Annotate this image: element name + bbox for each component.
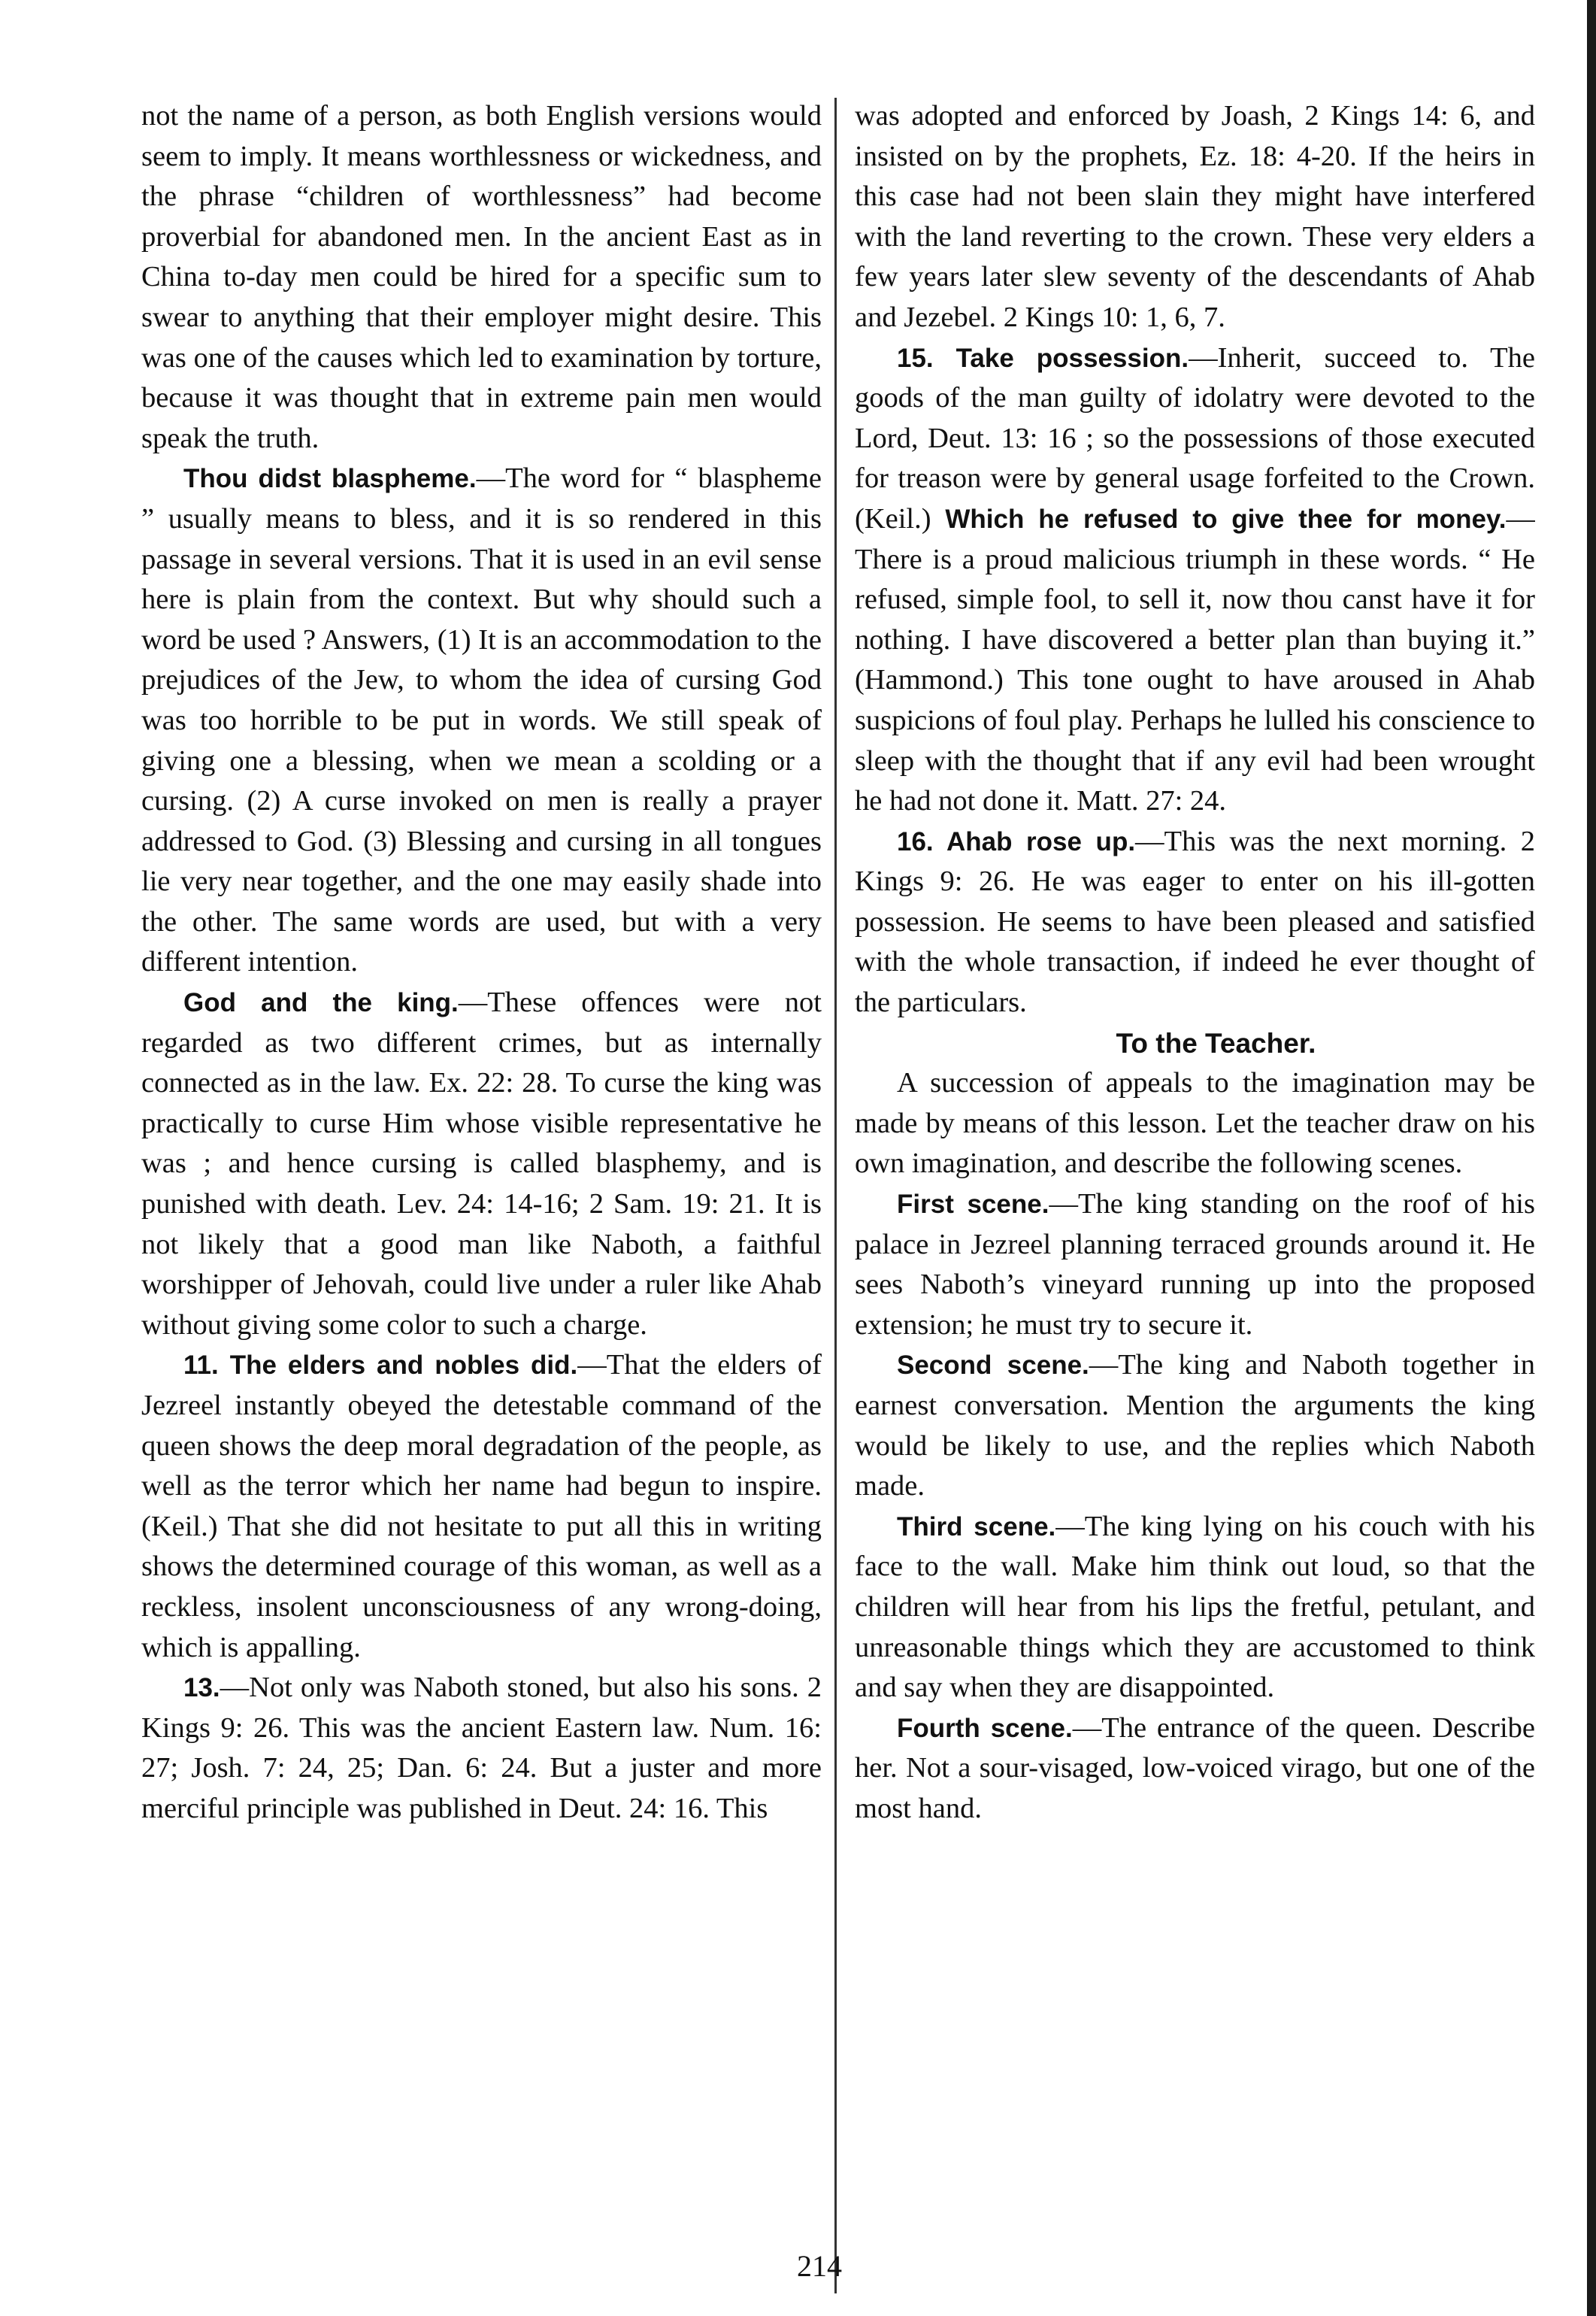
paragraph-first-scene [855,1184,1535,1345]
paragraph-text: —These offences were not regarded as two different crimes, but as internally connected as in the law. Ex. 22: 28. To curse the king was practically to curse Him whose visible representative he was ; and hence cursing is called blasphemy, and is punished with death. Lev. 24: 14-16; 2 Sam. 19: 21. It is not likely that a good man like Naboth, a faithful worshipper of Jehovah, could live under a ruler like Ahab without giving some color to such a charge. [141,987,822,1341]
paragraph-text: —The entrance of the queen. Describe her. Not a sour-visaged, low-voiced virago, but one of the most hand. [855,1711,1535,1824]
paragraph-heading: God and the king. [183,988,459,1018]
section-heading-to-the-teacher: To the Teacher. [1116,1027,1316,1059]
paragraph-text: —The king lying on his couch with his face to the wall. Make him think out loud, so that the children will hear from his lips the fretful, petulant, and unreasonable things which they are accustomed to think and say when they are disappointed. [855,1510,1535,1704]
paragraph-text: —Inherit, succeed to. The goods of the man guilty of idolatry were devoted to the Lord, Deut. 13: 16 ; so the possessions of those executed for treason were by general usage forfeited to the Crown. (Keil.) [855,341,1535,535]
paragraph-fourth-scene [855,1708,1535,1829]
paragraph-take-possession [855,338,1535,822]
paragraph-text: —The king and Naboth together in earnest conversation. Mention the arguments the king would be likely to use, and the replies which Naboth made. [855,1349,1535,1502]
page-edge-shadow [1587,0,1596,2316]
paragraph-text: —This was the next morning. 2 Kings 9: 26. He was eager to enter on his ill-gotten possession. He seems to have been pleased and satisfied with the whole transaction, if indeed he ever thought of the particulars. [855,825,1535,1019]
paragraph-continuation [855,96,1535,338]
paragraph-text: —Not only was Naboth stoned, but also his sons. 2 Kings 9: 26. This was the ancient Eastern law. Num. 16: 27; Josh. 7: 24, 25; Dan. 6: 24. But a juster and more merciful principle was published in Deut. 24: 16. This [141,1672,822,1824]
paragraph-continuation [141,96,822,459]
paragraph-text: —The king standing on the roof of his palace in Jezreel planning terraced grounds around it. He sees Naboth’s vineyard running up into the proposed extension; he must try to secure it. [855,1188,1535,1341]
paragraph-heading: 15. Take possession. [897,343,1189,373]
paragraph-elders-and-nobles [141,1345,822,1668]
paragraph-third-scene [855,1507,1535,1708]
page-number: 214 [797,2249,842,2283]
left-column [141,96,822,2172]
paragraph-text: —There is a proud malicious triumph in these words. “ He refused, simple fool, to sell it, now thou canst have it for nothing. I have discovered a better plan than buying it.” (Hammond.) This tone ought to have aroused in Ahab suspicions of foul play. Perhaps he lulled his conscience to sleep with the thought that if any evil had been wrought he had not done it. Matt. 27: 24. [855,502,1535,817]
paragraph-text: —The word for “ blaspheme ” usually means to bless, and it is so rendered in this passage in several versions. That it is used in an evil sense here is plain from the context. But why should such a word be used ? Answers, (1) It is an accommodation to the prejudices of the Jew, to whom the idea of cursing God was too horrible to be put in words. We still speak of giving one a blessing, when we mean a scolding or a cursing. (2) A curse invoked on men is really a prayer addressed to God. (3) Blessing and cursing in all tongues lie very near together, and the one may easily shade into the other. The same words are used, but with a very different intention. [141,462,822,978]
paragraph-teacher-intro [855,1063,1535,1184]
paragraph-heading: Third scene. [897,1511,1056,1541]
paragraph-god-and-the-king [141,983,822,1345]
paragraph-heading: Fourth scene. [897,1713,1073,1743]
paragraph-text: A succession of appeals to the imagination may be made by means of this lesson. Let the teacher draw on his own imagination, and describe the following scenes. [855,1067,1535,1180]
paragraph-thou-didst-blaspheme [141,459,822,983]
paragraph-heading: First scene. [897,1190,1049,1220]
paragraph-heading: Second scene. [897,1350,1089,1381]
paragraph-text: was adopted and enforced by Joash, 2 Kings 14: 6, and insisted on by the prophets, Ez. 18: 4-20. If the heirs in this case had not been slain they might have interfered with the land reverting to the crown. These very elders a few years later slew seventy of the descendants of Ahab and Jezebel. 2 Kings 10: 1, 6, 7. [855,100,1535,333]
paragraph-heading: Thou didst blaspheme. [183,464,477,494]
paragraph-text: —That the elders of Jezreel instantly obeyed the detestable command of the queen shows the deep moral degradation of the people, as well as the terror which her name had begun to inspire. (Keil.) That she did not hesitate to put all this in writing shows the determined courage of this woman, as well as a reckless, insolent unconsciousness of any wrong-doing, which is appalling. [141,1349,822,1663]
column-divider [834,98,837,2293]
paragraph-ahab-rose-up [855,822,1535,1023]
paragraph-verse-13 [141,1668,822,1829]
paragraph-second-scene [855,1345,1535,1506]
right-column [855,96,1535,2172]
paragraph-heading: 11. The elders and nobles did. [183,1350,578,1381]
paragraph-text: not the name of a person, as both English versions would seem to imply. It means worthlessness or wickedness, and the phrase “children of worthlessness” had become proverbial for abandoned men. In the ancient East as in China to-day men could be hired for a specific sum to swear to anything that their employer might desire. This was one of the causes which led to examination by torture, because it was thought that in extreme pain men would speak the truth. [141,100,822,454]
paragraph-heading: 16. Ahab rose up. [897,826,1136,856]
paragraph-heading: 13. [183,1673,220,1703]
inline-heading: Which he refused to give thee for money. [945,504,1507,534]
